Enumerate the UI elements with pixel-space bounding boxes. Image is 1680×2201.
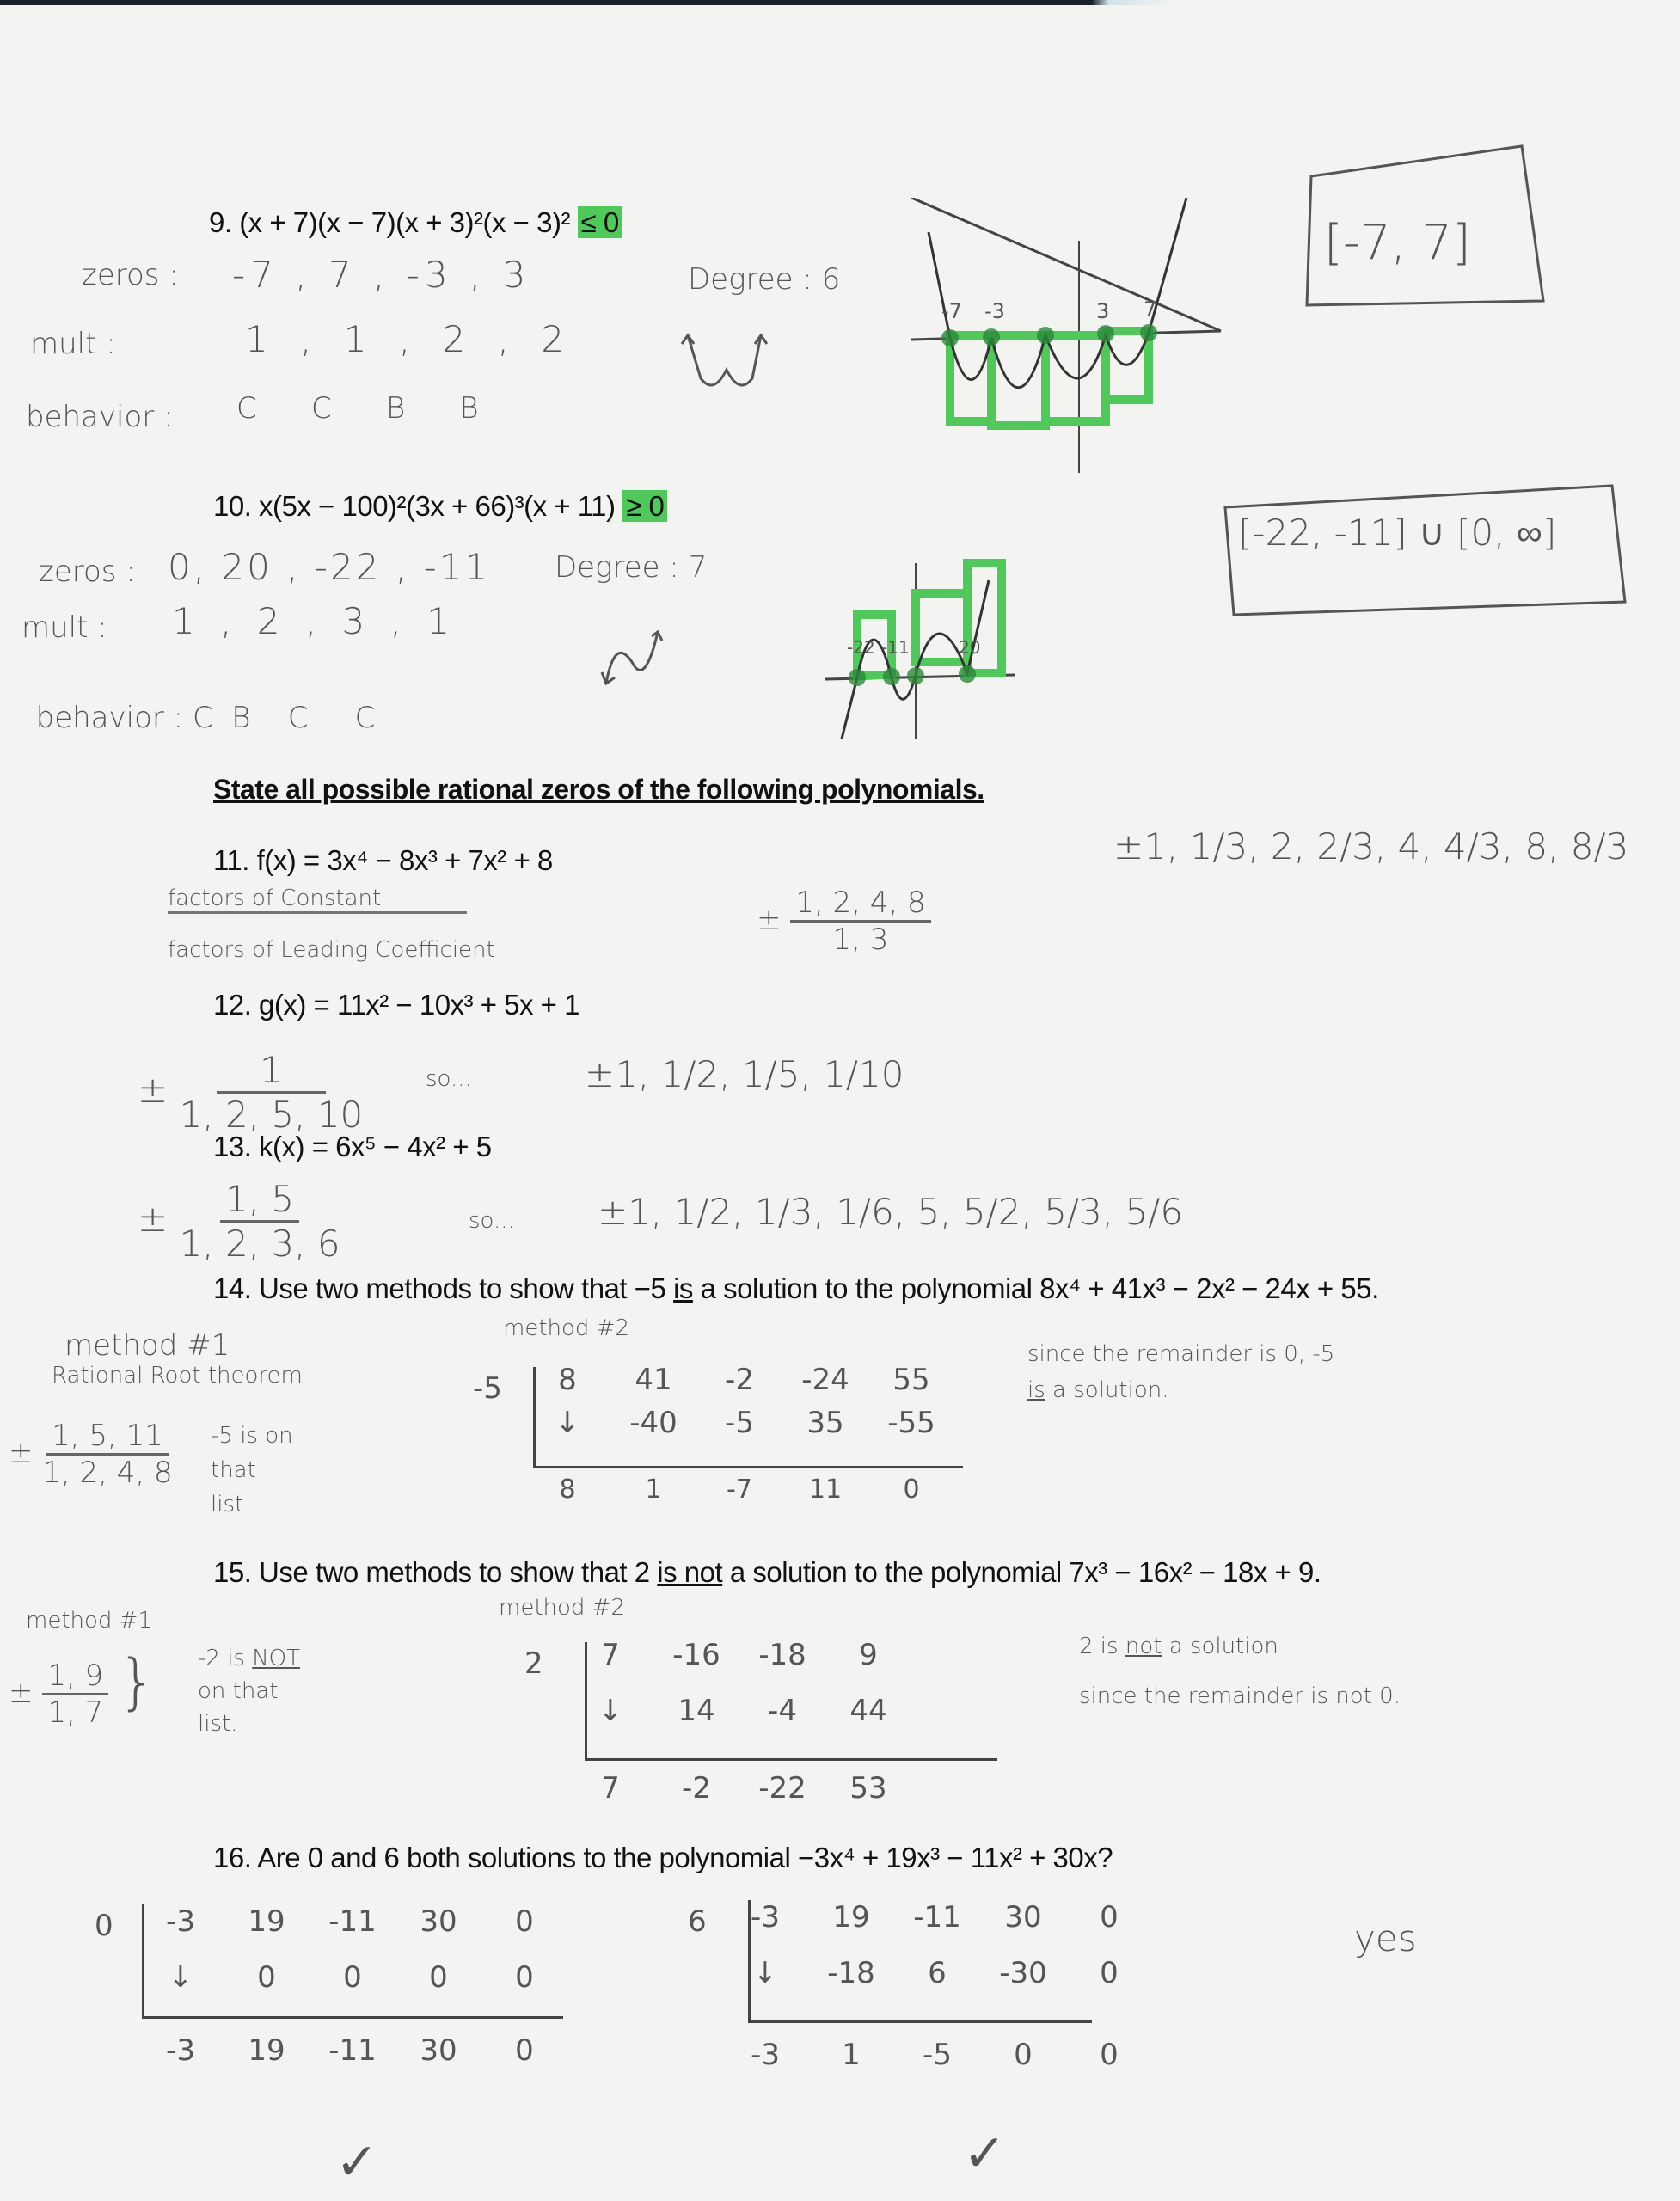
p14-method1-sub: Rational Root theorem — [52, 1363, 303, 1389]
svg-text:20: 20 — [959, 637, 981, 658]
section-heading: State all possible rational zeros of the following polynomials. — [213, 774, 984, 805]
p9-end-behavior-icon — [679, 327, 782, 404]
problem-13-statement: 13. k(x) = 6x⁵ − 4x² + 5 — [213, 1131, 492, 1162]
p10-behavior: behavior : C B C C — [35, 701, 376, 735]
p13-fraction: ± $\frac{1, 5}{1, 2, 3, 6}$ — [138, 1178, 340, 1265]
p14-conclusion: since the remainder is 0, -5 is a solution. — [1027, 1341, 1335, 1403]
svg-text:3: 3 — [1096, 299, 1110, 323]
svg-text:-11: -11 — [881, 637, 910, 658]
p9-zeros-label: zeros : — [82, 258, 179, 292]
p10-sign-graph — [817, 516, 1040, 739]
p9-graph-label: -7 — [941, 299, 962, 323]
p9-mult: 1 , 1 , 2 , 2 — [245, 318, 575, 360]
svg-text:-22: -22 — [847, 637, 875, 658]
p9-degree: Degree : 6 — [688, 262, 841, 297]
p9-answer: [-7, 7] — [1324, 215, 1471, 271]
p15-method1-fraction: ± $\frac{1, 9}{1, 7}$ } — [9, 1646, 156, 1730]
p16-division-by-0: 0 -3 19 -11 30 0 ↓ 0 0 0 0 -3 19 -11 30 0 — [95, 1904, 576, 2076]
p11-answer: ±1, 1/3, 2, 2/3, 4, 4/3, 8, 8/3 — [1113, 825, 1629, 868]
row-products: ↓ -40 -5 35 -55 — [555, 1406, 935, 1440]
p10-degree: Degree : 7 — [555, 550, 708, 585]
problem-9-statement: 9. (x + 7)(x − 7)(x + 3)²(x − 3)² ≤ 0 — [209, 206, 622, 239]
problem-9-inequality-highlight: ≤ 0 — [578, 206, 622, 238]
p9-behavior-label: behavior : — [26, 400, 174, 434]
p14-synthetic-division — [473, 1358, 972, 1505]
row-results: 8 1 -7 11 0 — [559, 1474, 920, 1505]
p15-method1-label: method #1 — [26, 1608, 152, 1634]
p16-division-by-6: 6 -3 19 -11 30 0 ↓ -18 6 -30 0 -3 1 -5 0 0 — [688, 1900, 1119, 2072]
scan-edge — [0, 0, 1680, 5]
problem-15-statement: 15. Use two methods to show that 2 is not a solution to the polynomial 7x³ − 16x² − 18x + 9. — [213, 1556, 1321, 1588]
svg-text:7: 7 — [1144, 297, 1157, 322]
p9-behavior: C C B B — [236, 391, 482, 426]
p12-so: so... — [426, 1066, 472, 1092]
svg-text:-3: -3 — [984, 299, 1005, 323]
p15-method2-label: method #2 — [499, 1595, 625, 1621]
p16-check-6-icon: ✓ — [963, 2124, 1007, 2184]
p11-fraction: ± $\frac{1, 2, 4, 8}{1, 3}$ — [757, 886, 931, 957]
p11-note-numerator: factors of Constant — [168, 886, 467, 914]
p14-method1-label: method #1 — [64, 1328, 230, 1363]
p10-answer-box — [1217, 481, 1629, 636]
problem-12-statement: 12. g(x) = 11x² − 10x³ + 5x + 1 — [213, 989, 579, 1021]
p10-answer: [-22, -11] ∪ [0, ∞] — [1238, 512, 1557, 554]
p10-zeros: 0, 20 , -22 , -11 — [168, 546, 491, 588]
p14-method2-label: method #2 — [503, 1315, 629, 1341]
row-coefficients: 8 41 -2 -24 55 — [558, 1363, 930, 1397]
p15-synthetic-division: 2 7 -16 -18 9 ↓ 14 -4 44 7 -2 -22 53 — [524, 1634, 1006, 1806]
problem-10-statement: 10. x(5x − 100)²(3x + 66)³(x + 11) ≥ 0 — [213, 490, 667, 523]
p12-answer: ±1, 1/2, 1/5, 1/10 — [585, 1053, 904, 1095]
p10-mult: 1 , 2 , 3 , 1 — [172, 600, 457, 642]
p14-method1-fraction: ± $\frac{1, 5, 11}{1, 2, 4, 8}$ — [9, 1419, 173, 1490]
p9-zeros: -7 , 7 , -3 , 3 — [232, 254, 531, 296]
p13-answer: ±1, 1/2, 1/3, 1/6, 5, 5/2, 5/3, 5/6 — [598, 1191, 1184, 1233]
p11-note-denominator: factors of Leading Coefficient — [168, 937, 495, 963]
p10-zeros-label: zeros : — [39, 555, 136, 589]
p10-mult-label: mult : — [21, 610, 107, 645]
problem-11-statement: 11. f(x) = 3x⁴ − 8x³ + 7x² + 8 — [213, 844, 553, 876]
divisor: -5 — [473, 1371, 502, 1406]
problem-14-statement: 14. Use two methods to show that −5 is a solution to the polynomial 8x⁴ + 41x³ − 2x² − 24x + 55. — [213, 1272, 1379, 1304]
p16-answer: yes — [1354, 1917, 1417, 1959]
p15-method1-note: -2 is NOT on that list. — [198, 1646, 301, 1737]
p16-check-0-icon: ✓ — [335, 2132, 379, 2192]
p10-end-behavior-icon — [593, 619, 679, 696]
p15-conclusion: 2 is not a solution since the remainder is not 0. — [1079, 1634, 1401, 1709]
p9-sign-graph — [903, 198, 1247, 507]
problem-10-inequality-highlight: ≥ 0 — [622, 490, 667, 522]
p12-fraction: ± $\frac{1}{1, 2, 5, 10}$ — [138, 1049, 364, 1136]
p9-mult-label: mult : — [30, 327, 116, 361]
p13-so: so... — [469, 1208, 515, 1234]
p14-method1-note: -5 is on that list — [211, 1423, 293, 1517]
problem-16-statement: 16. Are 0 and 6 both solutions to the polynomial −3x⁴ + 19x³ − 11x² + 30x? — [213, 1842, 1113, 1873]
